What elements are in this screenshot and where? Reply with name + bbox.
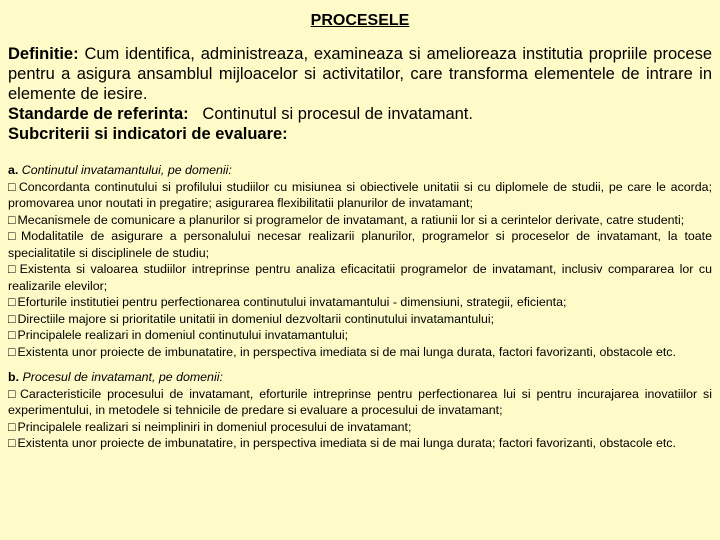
list-item-text: Mecanismele de comunicare a planurilor si programelor de invatamant, a ratiunii lor si a cerintelor derivate, catre studenti; xyxy=(17,212,685,227)
standards-text: Continutul si procesul de invatamant. xyxy=(202,105,473,123)
list-item xyxy=(8,179,712,212)
list-item-text: Existenta unor proiecte de imbunatatire, in perspectiva imediata si de mai lunga durata; factori favorizanti, obstacole etc. xyxy=(17,436,676,450)
standards-label: Standarde de referinta: xyxy=(8,105,189,123)
list-item xyxy=(8,435,712,452)
checkbox-bullet-icon: □ xyxy=(8,328,16,342)
intro-block xyxy=(8,44,712,144)
list-item-text: Modalitatile de asigurare a personalului necesar realizarii planurilor, programelor si proceselor de invatamant, la toate specialitatile si disciplinele de studiu; xyxy=(8,229,713,260)
list-item-text: Existenta si valoarea studiilor intreprinse pentru analiza eficacitatii programelor de invatamant, inclusiv compararea lor cu realizarile elevilor; xyxy=(8,262,712,293)
checkbox-bullet-icon: □ xyxy=(8,311,16,326)
page-title: PROCESELE xyxy=(310,12,410,29)
checkbox-bullet-icon: □ xyxy=(8,212,16,227)
list-item xyxy=(8,386,712,419)
checkbox-bullet-icon: □ xyxy=(8,386,18,401)
list-item xyxy=(8,228,712,261)
definition-text: Cum identifica, administreaza, examineaza si amelioreaza institutia propriile procese pentru a asigura ansamblul mijloacelor si activitatilor, care transforma elementele de intrare in elemente de iesire. xyxy=(8,45,712,103)
section-b-heading-text: Procesul de invatamant, pe domenii: xyxy=(22,370,223,384)
checkbox-bullet-icon: □ xyxy=(8,436,16,450)
list-item-text: Directiile majore si prioritatile unitatii in domeniul dezvoltarii continutului invatamantului; xyxy=(17,311,495,326)
standards-paragraph xyxy=(8,104,712,124)
checkbox-bullet-icon: □ xyxy=(8,229,19,243)
checkbox-bullet-icon: □ xyxy=(8,295,16,309)
list-item-text: Caracteristicile procesului de invatamant, eforturile intreprinse pentru perfectionarea lui si pentru incurajarea inovatiilor si experimentului, in metodele si tehnicile de predare si evaluare a procesului de invatamant; xyxy=(8,386,712,417)
list-item xyxy=(8,294,712,311)
list-item xyxy=(8,212,712,229)
section-a-letter: a. xyxy=(8,163,19,177)
list-item-text: Existenta unor proiecte de imbunatatire, in perspectiva imediata si de mai lunga durata, factori favorizanti, obstacole etc. xyxy=(17,344,676,359)
list-item-text: Eforturile institutiei pentru perfectionarea continutului invatamantului - dimensiuni, strategii, eficienta; xyxy=(17,295,567,309)
subcriteria-paragraph xyxy=(8,124,712,144)
list-item-text: Principalele realizari in domeniul continutului invatamantului; xyxy=(17,328,349,342)
subcriteria-label: Subcriterii si indicatori de evaluare: xyxy=(8,125,288,143)
checkbox-bullet-icon: □ xyxy=(8,179,17,194)
list-item xyxy=(8,344,712,361)
list-item-text: Concordanta continutului si profilului studiilor cu misiunea si obiectivele unitatii si cu diplomele de studii, pe care le acorda; promovarea unor noutati in pregatire; asigurarea flexibilitatii planurilor de invatamant; xyxy=(8,179,713,210)
definition-paragraph xyxy=(8,44,712,104)
section-b-heading xyxy=(8,369,712,386)
list-item xyxy=(8,419,712,436)
section-b-letter: b. xyxy=(8,370,20,384)
checkbox-bullet-icon: □ xyxy=(8,419,16,434)
section-b xyxy=(8,369,712,452)
list-item xyxy=(8,311,712,328)
section-a-heading xyxy=(8,162,712,179)
section-a xyxy=(8,162,712,360)
list-item xyxy=(8,327,712,344)
list-item xyxy=(8,261,712,294)
checkbox-bullet-icon: □ xyxy=(8,262,18,276)
definition-label: Definitie: xyxy=(8,45,79,63)
list-item-text: Principalele realizari si neimpliniri in domeniul procesului de invatamant; xyxy=(17,419,412,434)
section-a-heading-text: Continutul invatamantului, pe domenii: xyxy=(21,163,232,177)
checkbox-bullet-icon: □ xyxy=(8,344,16,359)
